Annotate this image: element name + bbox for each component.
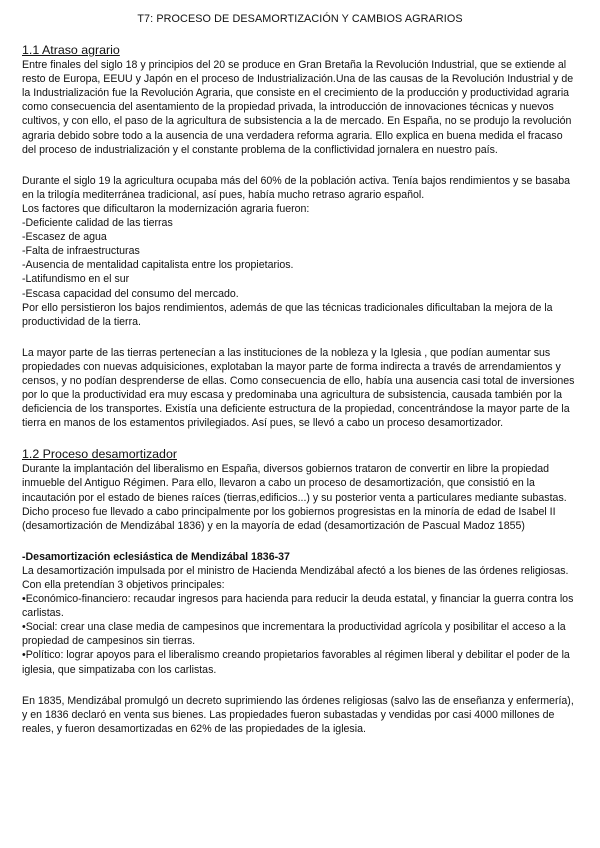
paragraph-liberalismo: Durante la implantación del liberalismo en España, diversos gobiernos trataron de convertir en libre la propiedad inmueble del Antiguo Régimen. Para ello, llevaron a cabo un proceso de desamortización, que consistió en la incautación por el estado de bienes raíces (tierras,edificios...) y su posterior venta a particulares mediante subastas. Dicho proceso fue llevado a cabo principalmente por los gobiernos progresistas en la minoría de edad de Isabel II (desamortización de Mendizábal 1836) y en la mayoría de edad (desamortización de Pascual Madoz 1855) xyxy=(22,463,567,532)
objetivo-item: •Político: lograr apoyos para el liberalismo creando propietarios favorables al régimen liberal y debilitar el poder de la iglesia, que simpatizaba con los carlistas. xyxy=(22,649,570,676)
factores-intro: Los factores que dificultaron la modernización agraria fueron: xyxy=(22,202,310,215)
section-heading-proceso-desamortizador: 1.2 Proceso desamortizador xyxy=(22,447,177,462)
objetivo-item: •Social: crear una clase media de campesinos que incrementara la productividad agrícola y posibilitar el acceso a la propiedad de campesinos sin tierras. xyxy=(22,621,566,648)
paragraph-propiedad-tierras: La mayor parte de las tierras pertenecían a las instituciones de la nobleza y la Iglesia , que podían aumentar sus propiedades con nuevas adquisiciones, explotaban la mayor parte de forma indirecta a través de arrendamientos y censos, y no podían desprenderse de ellas. Como consecuencia de ello, había una ausencia casi total de inversiones por lo que la productividad era muy escasa y predominaba una agricultura de subsistencia, causada también por la deficiencia de los transportes. Existía una deficiente estructura de la propiedad, concentrándose la mayor parte de la tierra en manos de los estamentos privilegiados. Así pues, se llevó a cabo un proceso desamortizador. xyxy=(22,346,575,430)
objetivo-item: •Económico-financiero: recaudar ingresos para hacienda para reducir la deuda estatal, y financiar la guerra contra los carlistas. xyxy=(22,593,574,620)
paragraph-bajos-rendimientos: Por ello persistieron los bajos rendimientos, además de que las técnicas tradicionales dificultaban la mejora de la productividad de la tierra. xyxy=(22,301,553,328)
factor-item: -Deficiente calidad de las tierras xyxy=(22,217,173,230)
paragraph-siglo-19: Durante el siglo 19 la agricultura ocupaba más del 60% de la población activa. Tenía bajos rendimientos y se basaba en la trilogía mediterránea tradicional, así pues, había mucho retraso agrario español. xyxy=(22,174,571,201)
factor-item: -Ausencia de mentalidad capitalista entre los propietarios. xyxy=(22,259,294,272)
factor-item: -Escasez de agua xyxy=(22,231,107,244)
paragraph-revolucion-industrial: Entre finales del siglo 18 y principios del 20 se produce en Gran Bretaña la Revolución Industrial, que se extiende al resto de Europa, EEUU y Japón en el proceso de Industrialización.Una de las causas de la Revolución Industrial y de la Industrialización fue la Revolución Agraria, que consiste en el crecimiento de la producción y productividad agraria como consecuencia del asentamiento de la propiedad privada, la introducción de innovaciones técnicas y nuevos cultivos, y con ello, el paso de la agricultura de subsistencia a la de mercado. En España, no se produjo la revolución agraria debido sobre todo a la ausencia de una verdadera reforma agraria. Ello explica en buena medida el fracaso del proceso de industrialización y el constante problema de la conflictividad jornalera en nuestro país. xyxy=(22,59,574,156)
factor-item: -Escasa capacidad del consumo del mercado. xyxy=(22,287,239,300)
subheading-mendizabal: -Desamortización eclesiástica de Mendizábal 1836-37 xyxy=(22,550,290,563)
factor-item: -Latifundismo en el sur xyxy=(22,273,130,286)
factor-item: -Falta de infraestructuras xyxy=(22,245,140,258)
paragraph-mendizabal-intro: La desamortización impulsada por el ministro de Hacienda Mendizábal afectó a los bienes de las órdenes religiosas. Con ella pretendían 3 objetivos principales: xyxy=(22,564,569,591)
section-heading-atraso-agrario: 1.1 Atraso agrario xyxy=(22,43,120,58)
document-title: T7: PROCESO DE DESAMORTIZACIÓN Y CAMBIOS AGRARIOS xyxy=(137,13,463,25)
paragraph-decreto-1835: En 1835, Mendizábal promulgó un decreto suprimiendo las órdenes religiosas (salvo las de enseñanza y enfermería), y en 1836 declaró en venta sus bienes. Las propiedades fueron subastadas y vendidas por casi 4000 millones de reales, y fueron desamortizadas en 62% de las propiedades de la iglesia. xyxy=(22,694,574,735)
